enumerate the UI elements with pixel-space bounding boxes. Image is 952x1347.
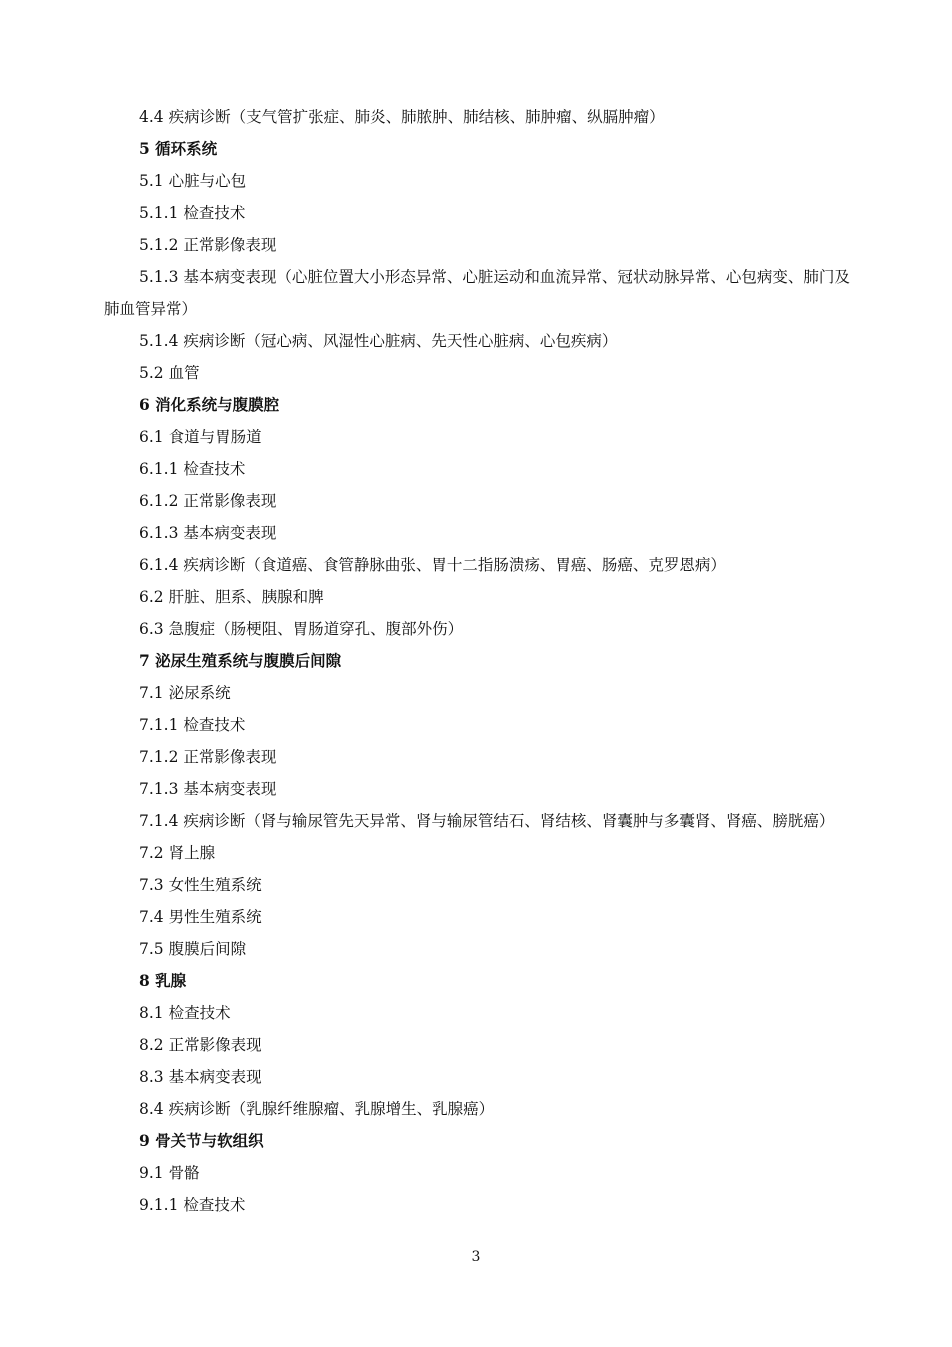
- text-line: 5.1.4 疾病诊断（冠心病、风湿性心脏病、先天性心脏病、心包疾病）: [139, 332, 618, 350]
- text-line: 6.1 食道与胃肠道: [139, 428, 262, 446]
- text-line: 9.1.1 检查技术: [139, 1196, 246, 1214]
- section-heading: 6 消化系统与腹膜腔: [139, 395, 280, 414]
- text-line: 8.4 疾病诊断（乳腺纤维腺瘤、乳腺增生、乳腺癌）: [139, 1100, 495, 1118]
- text-line: 7.1.3 基本病变表现: [139, 780, 277, 798]
- text-line: 6.3 急腹症（肠梗阻、胃肠道穿孔、腹部外伤）: [139, 620, 464, 638]
- text-line: 6.1.4 疾病诊断（食道癌、食管静脉曲张、胃十二指肠溃疡、胃癌、肠癌、克罗恩病）: [139, 556, 726, 574]
- text-line: 7.1 泌尿系统: [139, 684, 231, 702]
- text-line: 6.1.1 检查技术: [139, 460, 246, 478]
- text-line: 4.4 疾病诊断（支气管扩张症、肺炎、肺脓肿、肺结核、肺肿瘤、纵膈肿瘤）: [139, 108, 665, 126]
- text-line: 9.1 骨骼: [139, 1164, 200, 1182]
- section-heading: 9 骨关节与软组织: [139, 1131, 264, 1150]
- text-line: 6.1.3 基本病变表现: [139, 524, 277, 542]
- text-line-wrapped: 5.1.3 基本病变表现（心脏位置大小形态异常、心脏运动和血流异常、冠状动脉异常、心包病变、肺门及肺血管异常）: [104, 268, 850, 318]
- page-number: 3: [471, 1249, 481, 1265]
- text-line: 7.3 女性生殖系统: [139, 876, 262, 894]
- section-heading: 8 乳腺: [139, 971, 187, 990]
- text-line: 6.2 肝脏、胆系、胰腺和脾: [139, 588, 324, 606]
- text-line: 7.5 腹膜后间隙: [139, 940, 247, 958]
- text-line: 5.1.2 正常影像表现: [139, 236, 277, 254]
- text-line: 7.2 肾上腺: [139, 844, 216, 862]
- text-line: 5.1 心脏与心包: [139, 172, 247, 190]
- document-body: [104, 101, 854, 1221]
- text-line: 7.1.1 检查技术: [139, 716, 246, 734]
- text-line: 5.2 血管: [139, 364, 200, 382]
- text-line-wrapped: 7.1.4 疾病诊断（肾与输尿管先天异常、肾与输尿管结石、肾结核、肾囊肿与多囊肾、肾癌、膀胱癌）: [139, 812, 835, 830]
- text-line: 7.1.2 正常影像表现: [139, 748, 277, 766]
- text-line: 8.1 检查技术: [139, 1004, 231, 1022]
- text-line: 6.1.2 正常影像表现: [139, 492, 277, 510]
- text-line: 7.4 男性生殖系统: [139, 908, 262, 926]
- text-line: 5.1.1 检查技术: [139, 204, 246, 222]
- section-heading: 5 循环系统: [139, 139, 218, 158]
- text-line: 8.3 基本病变表现: [139, 1068, 262, 1086]
- text-line: 8.2 正常影像表现: [139, 1036, 262, 1054]
- section-heading: 7 泌尿生殖系统与腹膜后间隙: [139, 651, 342, 670]
